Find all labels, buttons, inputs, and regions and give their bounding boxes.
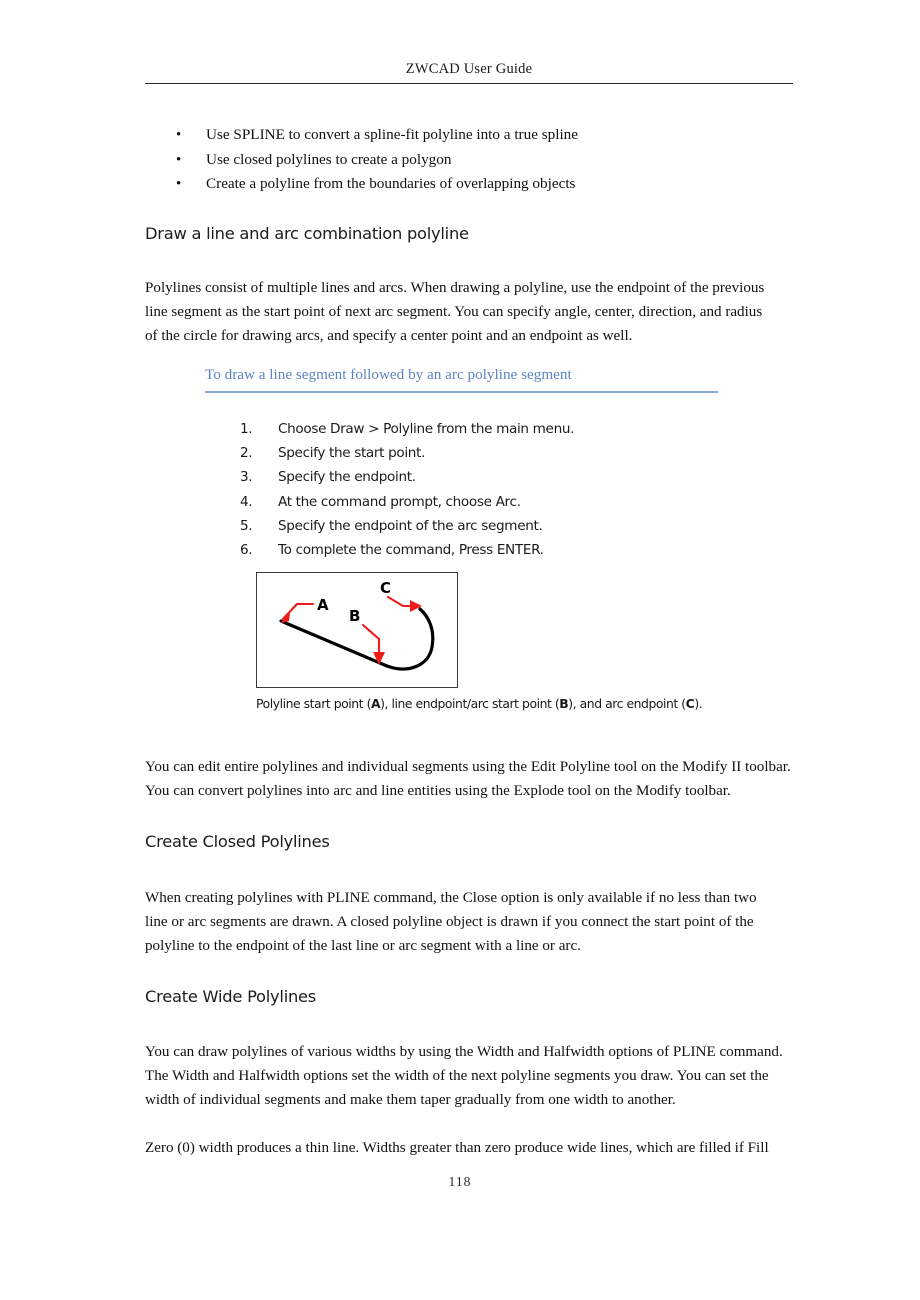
procedure-step <box>240 490 660 514</box>
caption-part-3: ), and arc endpoint ( <box>568 696 686 711</box>
caption-part-1: Polyline start point ( <box>256 696 371 711</box>
step-text: Specify the endpoint. <box>278 469 416 486</box>
paragraph-line: You can edit entire polylines and individual segments using the Edit Polyline tool on the Modify II toolbar. <box>145 759 791 775</box>
list-item-label: Use SPLINE to convert a spline-fit polyline into a true spline <box>206 126 579 143</box>
step-number: 4. <box>240 493 253 510</box>
polyline-diagram-svg <box>257 573 456 686</box>
paragraph-line: of the circle for drawing arcs, and specify a center point and an endpoint as well. <box>145 328 633 345</box>
caption-part-2: ), line endpoint/arc start point ( <box>380 696 560 711</box>
paragraph-line: line or arc segments are drawn. A closed polyline object is drawn if you connect the start point of the <box>145 914 754 931</box>
running-header <box>145 62 793 78</box>
procedure-step <box>240 538 660 562</box>
procedure-divider <box>205 391 718 393</box>
polyline-diagram-figure <box>256 572 458 688</box>
paragraph-line: polyline to the endpoint of the last line or arc segment with a line or arc. <box>145 938 581 955</box>
header-title: ZWCAD User Guide <box>405 61 533 77</box>
figure-label-c: C <box>380 579 392 597</box>
list-item <box>176 123 776 148</box>
procedure-step <box>240 514 660 538</box>
procedure-step <box>240 465 660 489</box>
procedure-step <box>240 417 660 441</box>
step-number: 5. <box>240 517 253 534</box>
procedure-title: To draw a line segment followed by an arc polyline segment <box>205 366 572 383</box>
polyline-arc-segment <box>387 609 433 669</box>
paragraph-wide <box>145 1040 793 1113</box>
figure-label-b: B <box>349 607 361 625</box>
section-heading-wide: Create Wide Polylines <box>145 987 317 1006</box>
paragraph-line: width of individual segments and make them taper gradually from one width to another. <box>145 1092 676 1109</box>
step-number: 6. <box>240 542 253 559</box>
paragraph-closed <box>145 886 793 959</box>
caption-label-c: C <box>685 696 695 711</box>
step-text: At the command prompt, choose Arc. <box>278 493 521 510</box>
list-item-label: Create a polyline from the boundaries of overlapping objects <box>206 175 576 192</box>
procedure-step <box>240 441 660 465</box>
figure-caption <box>256 696 736 711</box>
arrowhead-a <box>281 613 290 623</box>
polyline-line-segment <box>281 621 387 666</box>
bullet-icon: • <box>176 151 182 168</box>
figure-label-a: A <box>317 596 329 614</box>
header-divider <box>145 83 793 84</box>
page-number: 118 <box>448 1174 472 1189</box>
paragraph-line: When creating polylines with PLINE command, the Close option is only available if no less than two <box>145 890 757 906</box>
step-number: 2. <box>240 445 253 462</box>
list-item <box>176 148 776 173</box>
step-text: Choose Draw > Polyline from the main menu. <box>278 421 575 437</box>
paragraph-line: The Width and Halfwidth options set the width of the next polyline segments you draw. You can set the <box>145 1068 769 1085</box>
caption-part-4: ). <box>694 696 703 711</box>
bullet-icon: • <box>176 127 182 143</box>
paragraph-line: You can convert polylines into arc and line entities using the Explode tool on the Modify toolbar. <box>145 783 731 800</box>
list-item <box>176 172 776 197</box>
paragraph-line: You can draw polylines of various widths by using the Width and Halfwidth options of PLINE command. <box>145 1044 783 1060</box>
section-heading-closed: Create Closed Polylines <box>145 832 330 851</box>
paragraph-edit-tools <box>145 755 793 803</box>
bullet-list <box>176 123 776 197</box>
step-number: 3. <box>240 469 253 486</box>
section-heading-combination: Draw a line and arc combination polyline <box>145 224 469 243</box>
paragraph-line: Polylines consist of multiple lines and arcs. When drawing a polyline, use the endpoint of the previous <box>145 280 765 296</box>
leader-line-b <box>363 625 379 655</box>
caption-label-a: A <box>370 696 381 711</box>
bullet-icon: • <box>176 176 182 192</box>
paragraph-line: Zero (0) width produces a thin line. Widths greater than zero produce wide lines, which are filled if Fill <box>145 1140 769 1156</box>
paragraph-line: line segment as the start point of next arc segment. You can specify angle, center, direction, and radius <box>145 304 763 321</box>
step-text: Specify the endpoint of the arc segment. <box>278 517 543 534</box>
leader-line-c <box>388 597 413 606</box>
procedure-step-list <box>240 417 660 562</box>
step-number: 1. <box>240 421 253 437</box>
step-text: Specify the start point. <box>278 445 425 462</box>
list-item-label: Use closed polylines to create a polygon <box>206 150 452 168</box>
paragraph-zero-width <box>145 1136 793 1160</box>
paragraph-combination <box>145 276 793 349</box>
caption-label-b: B <box>559 696 569 711</box>
step-text: To complete the command, Press ENTER. <box>278 542 544 559</box>
